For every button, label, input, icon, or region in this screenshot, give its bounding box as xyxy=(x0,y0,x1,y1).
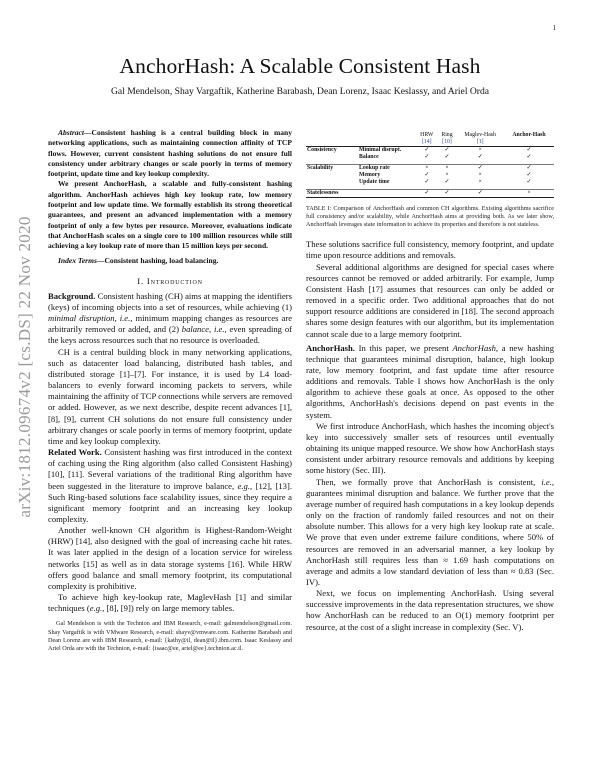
body-text: In this paper, we present xyxy=(354,342,453,353)
table-cell: ✓ xyxy=(416,147,438,155)
author-footnote: Gal Mendelson is with the Technion and IBM Research, e-mail: galmendelson@gmail.com. Shay Vargaftik is with VMware Research, e-mail: shayv@vmware.com. Katherine Barabash and Dean Lorenz are with IBM Research, e-mail: {kathy@il, dean@il}.ibm.com. Isaac Keslassy and Ariel Orda are with the Technion, e-mail: {isaac@ee, ariel@ee}.technion.ac.il. xyxy=(48,620,292,652)
right-paragraph-1: These solutions sacrifice full consistency, memory footprint, and update time upon resource additions and removals. xyxy=(306,239,554,261)
intro-emphasis: balance xyxy=(181,324,209,335)
intro-text: , minimum mapping changes as resources are arbitrarily removed or added, and (2) xyxy=(48,313,293,335)
group-label: Statelessness xyxy=(306,190,358,198)
intro-emphasis: minimal disruption xyxy=(48,313,115,324)
table-cell: ✓ xyxy=(416,190,438,198)
index-terms-text: —Consistent hashing, load balancing. xyxy=(96,255,219,265)
intro-paragraph-related-work xyxy=(48,447,292,525)
table-row xyxy=(306,172,554,179)
property-label: Balance xyxy=(359,154,379,160)
table-cell: ✓ xyxy=(526,172,532,178)
col-header-ref: [10] xyxy=(442,139,452,145)
anchorhash-runin: AnchorHash. xyxy=(306,342,355,353)
table-cell: ✓ xyxy=(456,165,504,173)
paper-title: AnchorHash: A Scalable Consistent Hash xyxy=(119,54,481,78)
table-cell: ✓ xyxy=(526,154,532,160)
table-cell: ✓ xyxy=(424,154,430,160)
intro-text: To achieve high key-lookup rate, MaglevHash [1] and similar techniques ( xyxy=(48,592,292,614)
index-terms-label: Index Terms xyxy=(58,255,97,265)
body-text: , a new hashing technique that guarantees minimal disruption, balance, high lookup rate, low memory footprint, and fast update time after resource additions and removals. Table I shows how AnchorHash is the only algorithm to achieve these goals at once. As opposed to the other algorithms, AnchorHash's decisions depend on past events in the system. xyxy=(306,342,554,420)
table-cell: ✓ xyxy=(444,179,450,185)
abstract-label: Abstract xyxy=(58,128,84,137)
table-cell: ✓ xyxy=(424,179,430,185)
table-cell: × xyxy=(478,179,482,185)
table-header-row xyxy=(306,132,554,147)
intro-emphasis: i.e. xyxy=(119,313,131,324)
abstract-paragraph-2: We present AnchorHash, a scalable and fully-consistent hashing algorithm. AnchorHash achieves high key lookup rate, low memory footprint and low update time. We formally establish its strong theoretical guarantees, and present an advanced implementation with a memory footprint of only a few bytes per resource. Moreover, evaluations indicate that AnchorHash scales on a single core to 100 million resources while still achieving a key lookup rate of more than 15 million keys per second. xyxy=(48,179,292,251)
body-text: , guarantees minimal disruption and balance. We further prove that the average number of required hash computations in a key lookup depends only on the fraction of randomly failed resources and not on their absolute number. This allows for a very high key lookup rate at scale. We prove that even under extreme failure conditions, where 50% of resources are removed in an adversarial manner, a key lookup by AnchorHash still requires less than ≈ 1.69 hash computations on average and admits a low standard deviation of less than ≈ 0.83 (Sec. IV). xyxy=(306,476,554,587)
col-header-anchorhash xyxy=(504,132,554,147)
col-header-ref: [1] xyxy=(476,139,484,145)
table-cell: × xyxy=(445,172,449,178)
intro-paragraph-background xyxy=(48,291,292,347)
table-row xyxy=(306,165,554,173)
intro-text: Consistent hashing was first introduced in the context of caching using the Ring algorithm (also called Consistent Hashing) [10], [11]. Several variations of the traditional Ring algorithm have been suggested in the literature to improve balance, xyxy=(48,447,292,491)
col-header-name: Maglev-Hash xyxy=(464,132,496,138)
col-header-hrw xyxy=(416,132,438,147)
property-label: Update time xyxy=(359,179,390,185)
table-cell: × xyxy=(456,147,504,155)
property-label: Memory xyxy=(359,172,381,178)
group-label: Scalability xyxy=(306,165,358,173)
right-paragraph-anchorhash xyxy=(306,343,554,421)
table-cell: ✓ xyxy=(424,172,430,178)
property-label: Lookup rate xyxy=(358,165,416,173)
right-paragraph-4: We first introduce AnchorHash, which hashes the incoming object's key into successively smaller sets of resources until eventually obtaining its unique mapped resource. We show how AnchorHash stays consistent under arbitrary resource removals and additions by keeping some history (Sec. III). xyxy=(306,420,554,476)
table-row xyxy=(306,179,554,186)
table-cell: × xyxy=(416,165,438,173)
col-header-name: Anchor-Hash xyxy=(512,132,546,138)
intro-text: , [12], [13]. Such Ring-based solutions face scalability issues, since they require a significant memory footprint and an increasing key lookup complexity. xyxy=(48,480,292,524)
col-header-name: Ring xyxy=(441,132,453,138)
property-label: Minimal disrupt. xyxy=(358,147,416,155)
table-cell: × xyxy=(438,165,457,173)
table-cell: ✓ xyxy=(438,147,457,155)
comparison-table xyxy=(306,132,554,198)
col-header-ring xyxy=(438,132,457,147)
right-paragraph-2: Several additional algorithms are designed for special cases where resources cannot be removed or added arbitrarily. For example, Jump Consistent Hash [17] assumes that resources can only be added or removed in a specific order. Two additional approaches that do not support resource additions are considered in [18]. The second approach shares some design features with our algorithm, but its implementation cannot scale due to a large memory footprint. xyxy=(306,261,554,339)
col-header-ref: [14] xyxy=(421,139,432,145)
table-cell: ✓ xyxy=(438,190,457,198)
arxiv-stamp-text: arXiv:1812.09674v2 [cs.DS] 22 Nov 2020 xyxy=(15,216,34,518)
body-text: Then, we formally prove that AnchorHash is consistent, xyxy=(316,476,542,487)
table-cell: ✓ xyxy=(444,154,450,160)
table-cell: ✓ xyxy=(504,165,554,173)
right-paragraph-6: Next, we focus on implementing AnchorHash. Using several successive improvements in the data representation structures, we show how AnchorHash can be reduced to an O(1) memory footprint per resource, at the cost of a slight increase in complexity (Sec. V). xyxy=(306,588,554,632)
table-row xyxy=(306,147,554,155)
table-row xyxy=(306,154,554,161)
intro-paragraph-4: Another well-known CH algorithm is Highest-Random-Weight (HRW) [14], also designed with the goal of increasing cache hit rates. It was later applied in the design of a location service for wireless networks [15] as well as in data storage systems [16]. While HRW offers good balance and small memory footprint, its computational complexity is prohibitive. xyxy=(48,525,292,591)
intro-text: Consistent hashing (CH) aims at mapping the identifiers (keys) of incoming objects into a set of resources, while achieving (1) xyxy=(48,290,292,313)
related-work-runin: Related Work. xyxy=(48,447,102,458)
intro-emphasis: i.e. xyxy=(214,324,225,335)
intro-text: , [8], [9]) rely on large memory tables. xyxy=(102,603,235,614)
table-row xyxy=(306,190,554,198)
intro-paragraph-5 xyxy=(48,592,292,614)
body-emphasis: AnchorHash xyxy=(452,342,496,353)
table-cell: × xyxy=(504,190,554,198)
index-terms xyxy=(48,256,292,266)
author-list: Gal Mendelson, Shay Vargaftik, Katherine Barabash, Dean Lorenz, Isaac Keslassy, and Ariel Orda xyxy=(110,86,490,97)
table-cell: ✓ xyxy=(477,154,483,160)
table-cell: ✓ xyxy=(456,190,504,198)
col-header-name: HRW xyxy=(420,132,434,138)
right-column xyxy=(306,128,554,633)
property-label xyxy=(358,190,416,198)
group-label: Consistency xyxy=(306,147,358,155)
intro-text: , xyxy=(114,313,120,324)
abstract-text-1: —Consistent hashing is a central building block in many networking applications, such as maintaining connection affinity of TCP flows. However, current consistent hashing solutions do not ensure full consistency under arbitrary changes or scale poorly in terms of memory footprint, update time and key lookup complexity. xyxy=(48,128,292,179)
intro-emphasis: e.g. xyxy=(89,603,103,614)
left-column xyxy=(48,128,292,659)
col-header-maglev xyxy=(456,132,504,147)
intro-text: , even spreading of the keys across resources such that no resource is overloaded. xyxy=(48,324,292,346)
table-cell: ✓ xyxy=(526,179,532,185)
table-cell: ✓ xyxy=(504,147,554,155)
intro-paragraph-2: CH is a central building block in many networking applications, such as datacenter load balancing, distributed hash tables, and distributed storage [1]–[7]. For instance, it is used by L4 load-balancers to evenly forward incoming packets to servers, while maintaining the affinity of TCP connections while servers are removed or added. However, as we next describe, despite recent advances [1], [8], [9], current CH solutions do not ensure full consistency under arbitrary changes or scale poorly in terms of memory footprint, update time and key lookup complexity. xyxy=(48,346,292,446)
table-caption: TABLE I: Comparison of AnchorHash and common CH algorithms. Existing algorithms sacrifice full consistency and/or scalability, while AnchorHash aims at providing both. As we later show, AnchorHash leverages state information to achieve its properties and therefore is not stateless. xyxy=(306,205,554,229)
comparison-table-wrap xyxy=(306,132,554,229)
page-number: 1 xyxy=(552,24,556,32)
section-heading-introduction: I. Introduction xyxy=(137,275,203,286)
table-cell: × xyxy=(478,172,482,178)
arxiv-stamp xyxy=(15,216,34,518)
body-emphasis: i.e. xyxy=(541,476,552,487)
right-paragraph-5 xyxy=(306,477,554,589)
intro-emphasis: e.g. xyxy=(237,480,251,491)
intro-text: , xyxy=(209,324,214,335)
abstract-paragraph-1 xyxy=(48,128,292,179)
background-runin: Background. xyxy=(48,290,96,301)
